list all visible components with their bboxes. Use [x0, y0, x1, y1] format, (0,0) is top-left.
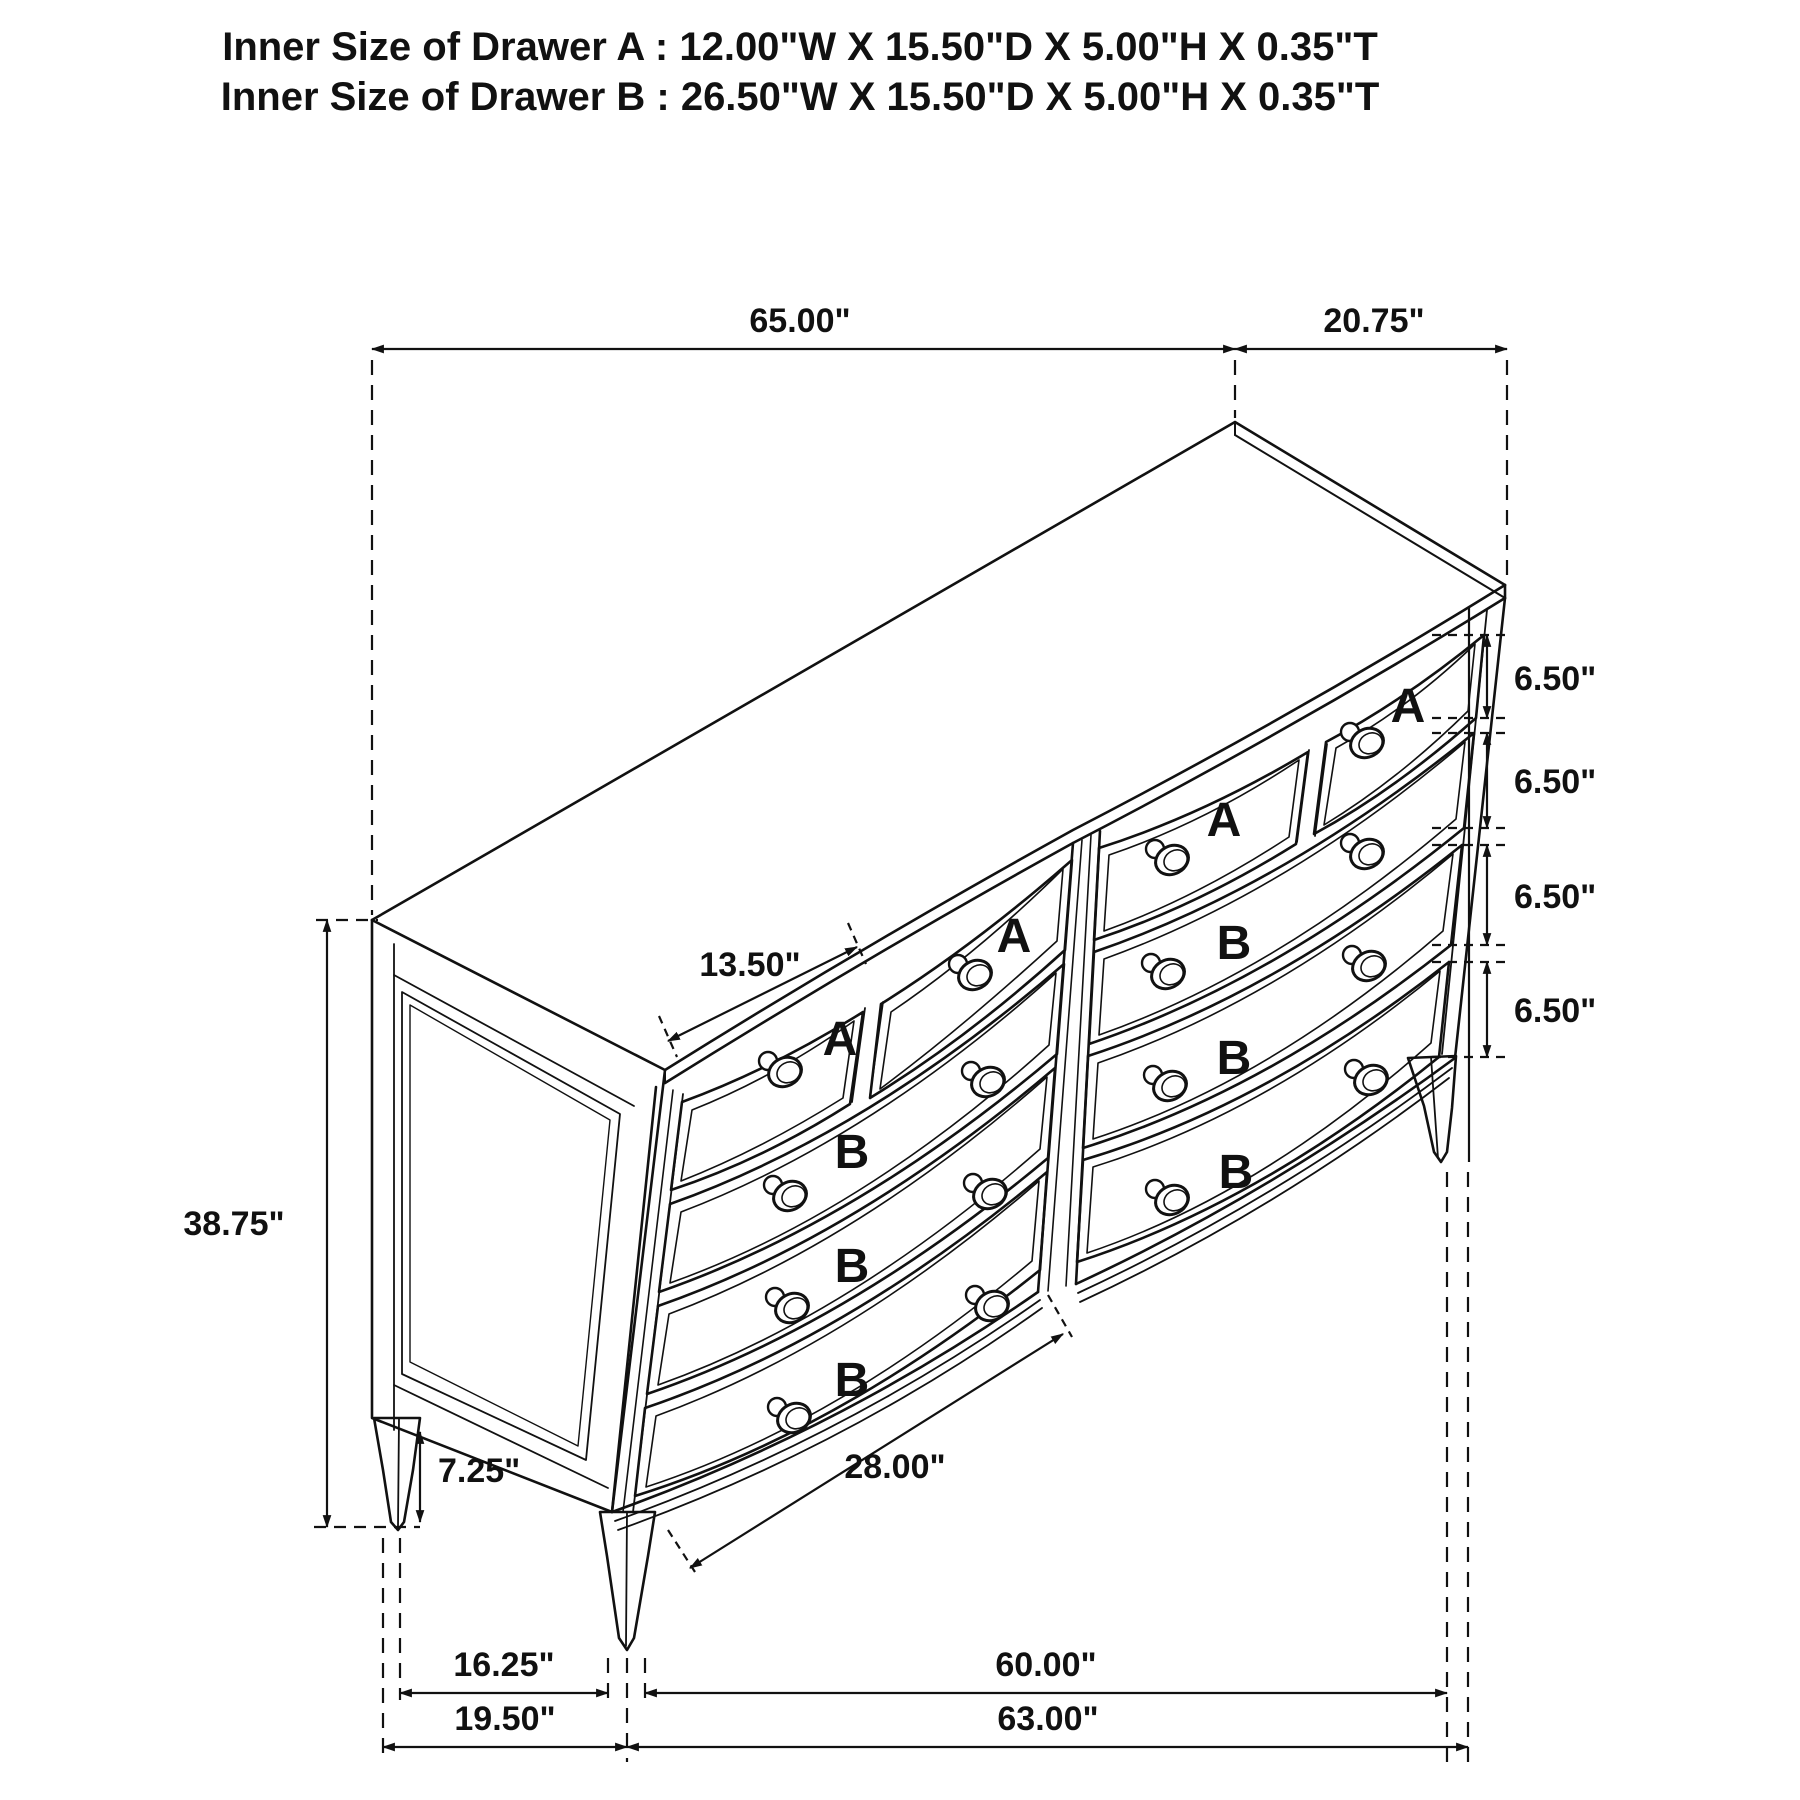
drawer-letter-a: A [996, 910, 1032, 963]
dimension-base-side-outer [383, 1700, 627, 1747]
dim-label-6300: 63.00" [997, 1700, 1099, 1738]
drawer-letter-b: B [834, 1354, 870, 1407]
leg-front-left [600, 1512, 655, 1650]
drawer-letter-b: B [1218, 1146, 1254, 1199]
knob-icon [949, 955, 997, 996]
drawer-letter-b: B [834, 1240, 870, 1293]
knob-icon [962, 1062, 1010, 1103]
dim-label-2800: 28.00" [844, 1448, 946, 1486]
dim-label-650-3: 6.50" [1514, 878, 1597, 916]
dimensions [183, 302, 1596, 1762]
knob-icon [1144, 1066, 1192, 1107]
drawer-letter-b: B [834, 1126, 870, 1179]
knob-icon [1341, 723, 1389, 764]
drawer-letter-a: A [1206, 794, 1242, 847]
dim-label-1950: 19.50" [454, 1700, 556, 1738]
knob-icon [768, 1398, 816, 1439]
drawer-b-right-3 [1077, 962, 1449, 1262]
dim-label-1625: 16.25" [453, 1646, 555, 1684]
dim-label-65: 65.00" [749, 302, 851, 340]
left-side-panel [372, 920, 656, 1512]
drawer-letter-b: B [1216, 917, 1252, 970]
title-drawer-b: Inner Size of Drawer B : 26.50"W X 15.50"D X 5.00"H X 0.35"T [220, 75, 1380, 119]
dim-label-2075: 20.75" [1323, 302, 1425, 340]
leg-front-right [1408, 1056, 1456, 1162]
dimension-base-front-inner [645, 1646, 1447, 1693]
dimension-leg-height [420, 1432, 520, 1522]
knob-icon [764, 1176, 812, 1217]
dim-label-650-4: 6.50" [1514, 992, 1597, 1030]
knob-icon [1341, 834, 1389, 875]
dim-label-6000: 60.00" [995, 1646, 1097, 1684]
dim-label-1350: 13.50" [699, 946, 801, 984]
knob-icon [1142, 954, 1190, 995]
knob-icon [759, 1052, 807, 1093]
drawer-letter-a: A [1390, 680, 1426, 733]
dim-label-3875: 38.75" [183, 1205, 285, 1243]
dimension-base-front-outer [627, 1700, 1468, 1747]
dimension-overall-height [183, 920, 420, 1527]
title-drawer-a: Inner Size of Drawer A : 12.00"W X 15.50"D X 5.00"H X 0.35"T [222, 25, 1378, 69]
drawer-b-left-2 [647, 1068, 1055, 1394]
dimension-drawer-b-width [668, 1295, 1072, 1572]
title-block [221, 25, 1380, 119]
dim-label-650-2: 6.50" [1514, 763, 1597, 801]
knob-icon [1146, 840, 1194, 881]
dim-label-725: 7.25" [438, 1452, 521, 1490]
drawer-letter-a: A [822, 1013, 858, 1066]
drawer-letter-b: B [1216, 1032, 1252, 1085]
dimension-top-depth [1235, 302, 1507, 349]
side-panel-recess [402, 992, 620, 1460]
knob-icon [1345, 1060, 1393, 1101]
knob-icon [766, 1288, 814, 1329]
dimension-base-side-inner [400, 1646, 608, 1693]
knob-icon [1146, 1180, 1194, 1221]
drawer-b-right-1 [1089, 733, 1474, 1044]
dim-label-650-1: 6.50" [1514, 660, 1597, 698]
